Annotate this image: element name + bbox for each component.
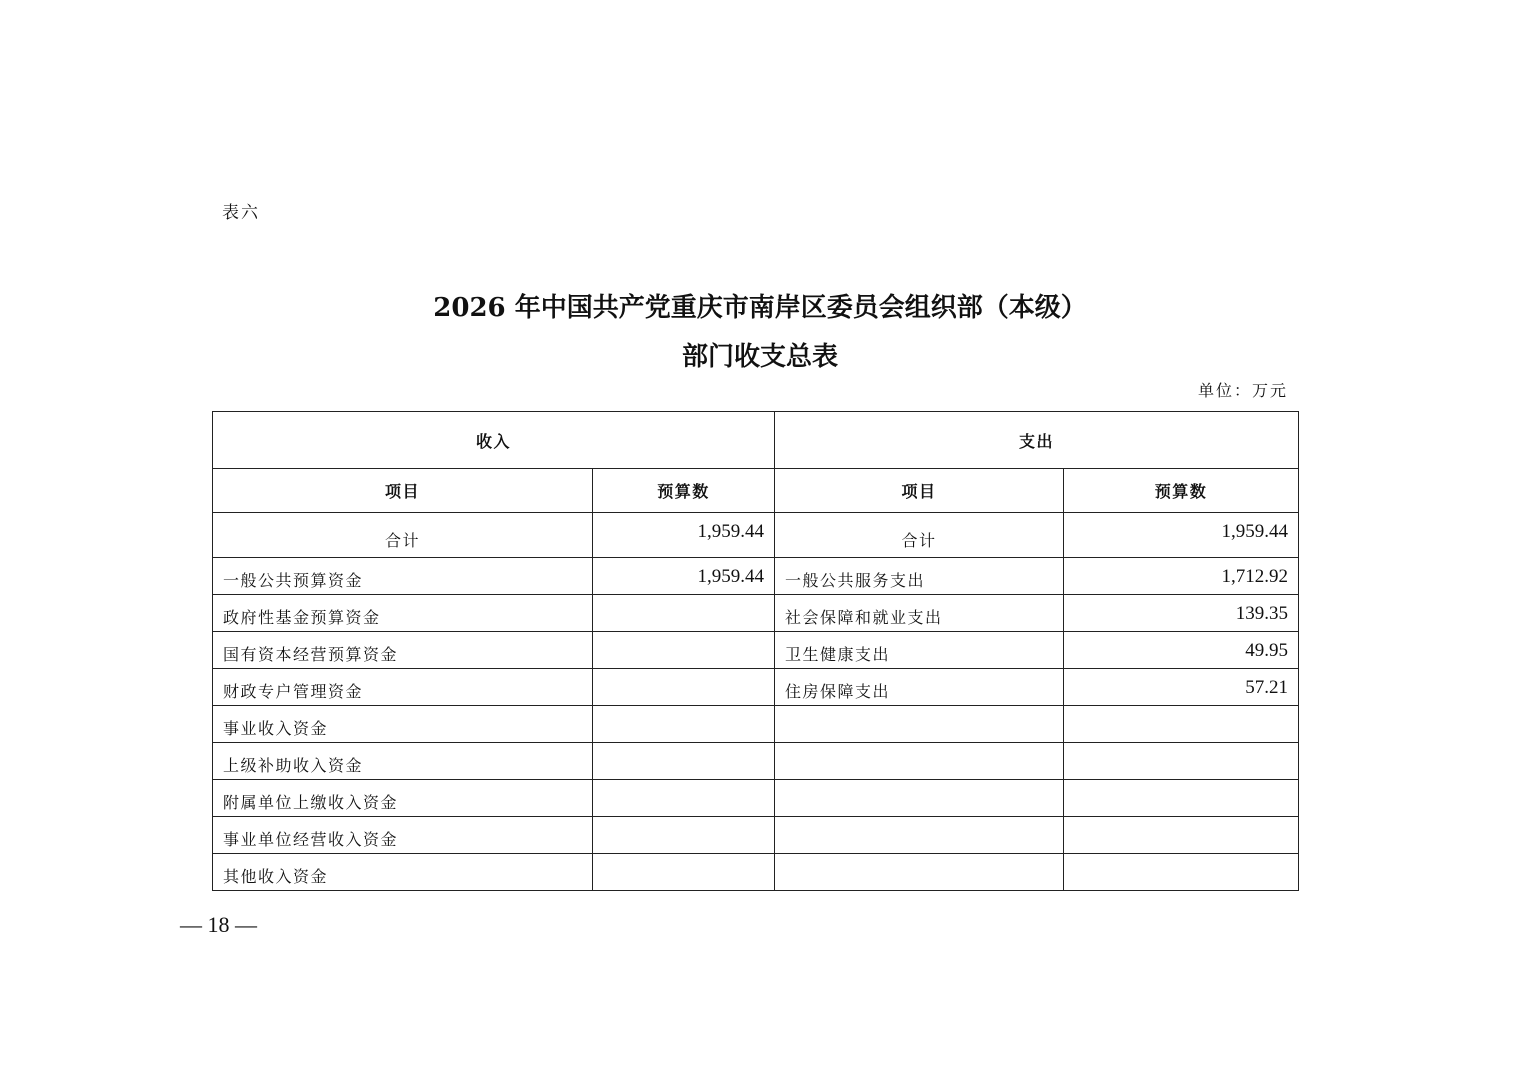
income-budget-header: 预算数 — [593, 469, 775, 513]
table-row — [213, 743, 1299, 780]
income-value — [593, 854, 775, 891]
income-item: 财政专户管理资金 — [213, 669, 593, 706]
page-subtitle: 部门收支总表 — [681, 342, 838, 372]
income-value — [593, 780, 775, 817]
income-value: 1,959.44 — [593, 558, 775, 595]
expense-item-header: 项目 — [775, 469, 1064, 513]
expense-value — [1064, 743, 1299, 780]
income-total-value: 1,959.44 — [593, 513, 775, 558]
expense-value: 139.35 — [1064, 595, 1299, 632]
income-item: 国有资本经营预算资金 — [213, 632, 593, 669]
expense-item — [775, 854, 1064, 891]
table-row — [213, 854, 1299, 891]
unit-label: 单位：万元 — [1197, 381, 1288, 400]
group-header-row — [213, 412, 1299, 469]
expense-header: 支出 — [775, 412, 1299, 469]
expense-item: 一般公共服务支出 — [775, 558, 1064, 595]
income-item: 事业收入资金 — [213, 706, 593, 743]
income-total-label: 合计 — [213, 513, 593, 558]
income-item: 上级补助收入资金 — [213, 743, 593, 780]
expense-item — [775, 817, 1064, 854]
table-row — [213, 780, 1299, 817]
expense-item — [775, 706, 1064, 743]
income-value — [593, 669, 775, 706]
income-item: 事业单位经营收入资金 — [213, 817, 593, 854]
table-row — [213, 558, 1299, 595]
income-item: 其他收入资金 — [213, 854, 593, 891]
total-row — [213, 513, 1299, 558]
expense-item: 卫生健康支出 — [775, 632, 1064, 669]
income-item: 一般公共预算资金 — [213, 558, 593, 595]
income-value — [593, 632, 775, 669]
expense-value — [1064, 706, 1299, 743]
income-item-header: 项目 — [213, 469, 593, 513]
expense-budget-header: 预算数 — [1064, 469, 1299, 513]
expense-value — [1064, 854, 1299, 891]
expense-value: 49.95 — [1064, 632, 1299, 669]
expense-value — [1064, 817, 1299, 854]
budget-table — [212, 411, 1299, 891]
expense-value — [1064, 780, 1299, 817]
expense-total-value: 1,959.44 — [1064, 513, 1299, 558]
income-header: 收入 — [213, 412, 775, 469]
expense-total-label: 合计 — [775, 513, 1064, 558]
page-number: — 18 — — [180, 912, 257, 937]
expense-value: 1,712.92 — [1064, 558, 1299, 595]
expense-value: 57.21 — [1064, 669, 1299, 706]
table-row — [213, 706, 1299, 743]
table-row — [213, 669, 1299, 706]
expense-item — [775, 743, 1064, 780]
table-row — [213, 817, 1299, 854]
table-row — [213, 595, 1299, 632]
expense-item — [775, 780, 1064, 817]
page-title: 2026 年中国共产党重庆市南岸区委员会组织部（本级） — [433, 293, 1087, 323]
table-label: 表六 — [222, 203, 260, 223]
income-value — [593, 743, 775, 780]
column-header-row — [213, 469, 1299, 513]
table-row — [213, 632, 1299, 669]
income-value — [593, 706, 775, 743]
expense-item: 住房保障支出 — [775, 669, 1064, 706]
income-item: 附属单位上缴收入资金 — [213, 780, 593, 817]
expense-item: 社会保障和就业支出 — [775, 595, 1064, 632]
income-value — [593, 595, 775, 632]
income-item: 政府性基金预算资金 — [213, 595, 593, 632]
income-value — [593, 817, 775, 854]
